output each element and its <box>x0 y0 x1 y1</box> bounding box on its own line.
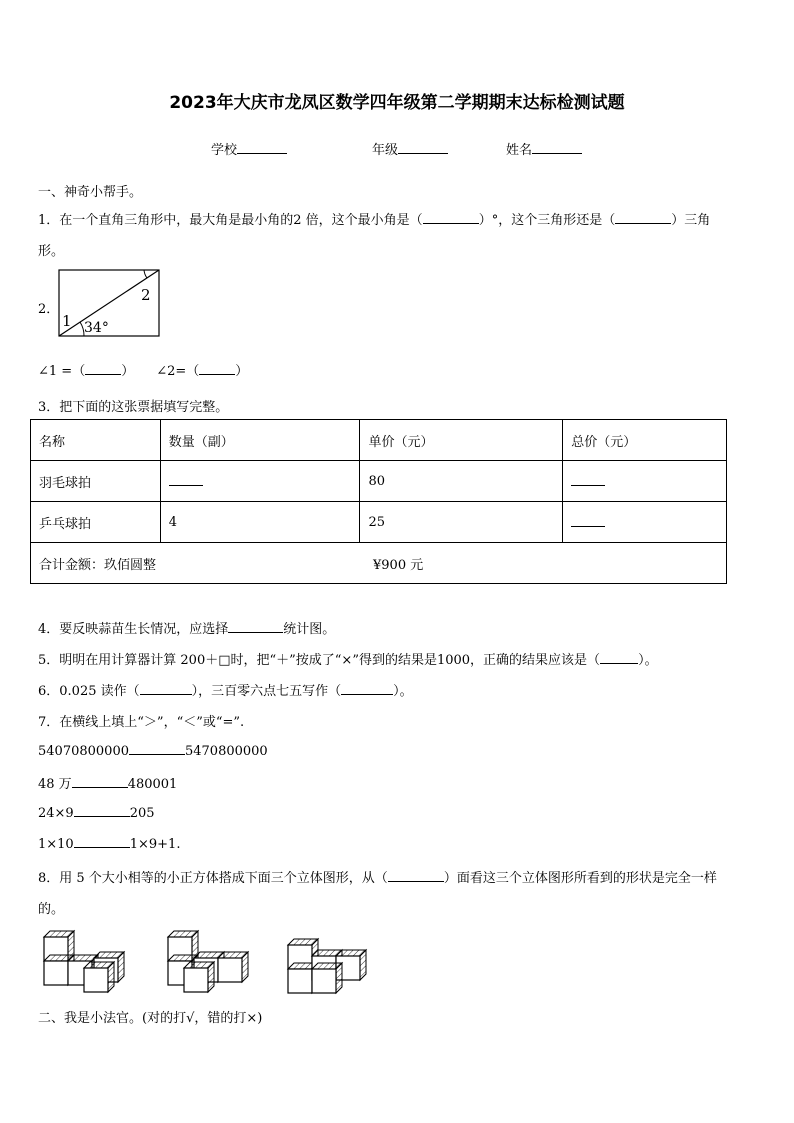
grade-field <box>372 139 448 158</box>
question-1-line-2: 形。 <box>38 244 65 259</box>
angle-1-answer-end: ） <box>121 364 135 379</box>
comparison-blank[interactable] <box>72 775 128 788</box>
table-cell: 4 <box>160 502 360 543</box>
q6-text-end: ）。 <box>393 684 413 699</box>
total-blank[interactable] <box>571 514 605 527</box>
question-4 <box>38 618 335 637</box>
section-1-heading: 一、神奇小帮手。 <box>38 185 143 200</box>
table-total-cell <box>31 543 727 584</box>
question-5 <box>38 649 658 668</box>
q1-text-end: ）三角 <box>671 213 711 228</box>
table-cell: 乒乓球拍 <box>31 502 161 543</box>
angle-2-label: 2 <box>141 286 151 304</box>
comparison-left: 24×9 <box>38 806 74 821</box>
receipt-table <box>30 419 727 584</box>
q8-text-end: ）面看这三个立体图形所看到的形状是完全一样 <box>443 871 717 886</box>
name-blank[interactable] <box>532 141 582 154</box>
cube-figure-1 <box>44 931 124 992</box>
comparison-blank[interactable] <box>129 742 185 755</box>
q1-text-mid: ）°，这个三角形还是（ <box>478 213 616 228</box>
angle-1-blank[interactable] <box>85 362 121 375</box>
question-3: 3．把下面的这张票据填写完整。 <box>38 400 229 415</box>
angle-2-answer-end: ） <box>235 364 249 379</box>
table-cell-blank[interactable] <box>160 461 360 502</box>
q5-text-end: ）。 <box>638 653 658 668</box>
name-label: 姓名 <box>506 143 533 158</box>
name-field <box>506 139 582 158</box>
table-cell: 25 <box>360 502 563 543</box>
question-7: 7．在横线上填上“＞”，“＜”或“=”. <box>38 715 245 730</box>
page-title: 2023年大庆市龙凤区数学四年级第二学期期末达标检测试题 <box>169 93 625 113</box>
total-amount-label: 合计金额：玖佰圆整 <box>39 557 157 573</box>
table-header: 数量（副） <box>160 420 360 461</box>
question-8-line-2: 的。 <box>38 902 65 917</box>
comparison-item <box>38 773 177 792</box>
school-blank[interactable] <box>237 141 287 154</box>
comparison-right: 1×9+1. <box>129 837 181 852</box>
comparison-item <box>38 804 155 821</box>
comparison-left: 54070800000 <box>38 744 129 759</box>
table-header: 名称 <box>31 420 161 461</box>
q6-blank-1[interactable] <box>140 682 192 695</box>
table-cell-blank[interactable] <box>563 461 727 502</box>
q5-blank[interactable] <box>600 651 638 664</box>
comparison-right: 480001 <box>127 777 178 792</box>
q6-text-mid: ），三百零六点七五写作（ <box>191 684 342 699</box>
q4-blank[interactable] <box>228 620 283 633</box>
table-row <box>31 461 727 502</box>
comparison-blank[interactable] <box>74 835 130 848</box>
table-total-row <box>31 543 727 584</box>
q1-text: 1．在一个直角三角形中，最大角是最小角的2 倍，这个最小角是（ <box>38 213 423 228</box>
cube-figure-2 <box>168 931 248 992</box>
quantity-blank[interactable] <box>169 473 203 486</box>
comparison-item <box>38 742 268 759</box>
q1-blank-1[interactable] <box>423 211 479 224</box>
q8-text: 8．用 5 个大小相等的小正方体搭成下面三个立体图形，从（ <box>38 871 388 886</box>
table-row <box>31 502 727 543</box>
q4-text-end: 统计图。 <box>283 622 336 637</box>
q8-blank[interactable] <box>388 869 444 882</box>
table-cell-blank[interactable] <box>563 502 727 543</box>
comparison-blank[interactable] <box>74 804 130 817</box>
total-blank[interactable] <box>571 473 605 486</box>
table-header: 总价（元） <box>563 420 727 461</box>
school-field <box>211 139 287 158</box>
q4-text: 4．要反映蒜苗生长情况，应选择 <box>38 622 229 637</box>
question-8 <box>38 867 717 886</box>
question-6 <box>38 680 413 699</box>
comparison-right: 205 <box>129 806 155 821</box>
cube-figure-3 <box>288 939 366 993</box>
table-header-row <box>31 420 727 461</box>
angle-2-answer-label: ∠2=（ <box>156 364 200 379</box>
school-label: 学校 <box>211 143 238 158</box>
angle-2-blank[interactable] <box>199 362 235 375</box>
q6-text: 6．0.025 读作（ <box>38 684 140 699</box>
q1-blank-2[interactable] <box>615 211 671 224</box>
comparison-item <box>38 835 180 852</box>
question-2-answers <box>38 360 248 379</box>
angle-1-answer-label: ∠1 =（ <box>38 364 86 379</box>
angle-degree-label: 34° <box>84 320 109 336</box>
comparison-left: 48 万 <box>38 777 72 792</box>
cube-figures <box>40 926 385 1000</box>
angle-1-label: 1 <box>62 312 72 330</box>
table-header: 单价（元） <box>360 420 563 461</box>
q6-blank-2[interactable] <box>341 682 393 695</box>
triangle-angle-figure <box>58 269 162 339</box>
q5-text: 5．明明在用计算器计算 200＋□时，把“＋”按成了“×”得到的结果是1000，正确的结果应该是（ <box>38 653 601 668</box>
angle-arc-top <box>144 270 147 278</box>
total-amount-value: ¥900 元 <box>373 557 424 573</box>
table-cell: 羽毛球拍 <box>31 461 161 502</box>
question-2-number: 2． <box>38 302 60 317</box>
comparison-left: 1×10 <box>38 837 74 852</box>
grade-label: 年级 <box>372 143 399 158</box>
table-cell: 80 <box>360 461 563 502</box>
comparison-right: 5470800000 <box>184 744 268 759</box>
question-1 <box>38 209 710 228</box>
section-2-heading: 二、我是小法官。(对的打√，错的打×) <box>38 1011 263 1026</box>
grade-blank[interactable] <box>398 141 448 154</box>
